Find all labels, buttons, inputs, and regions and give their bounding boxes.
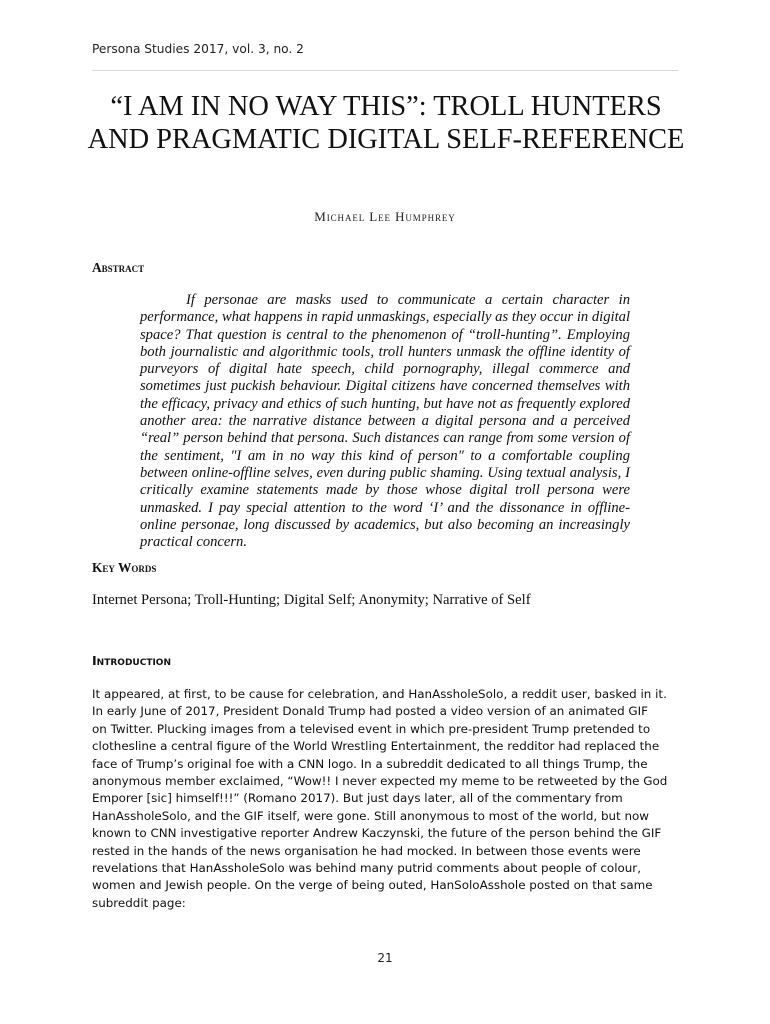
introduction-line: In early June of 2017, President Donald Trump had posted a video version of an animated GIF: [92, 704, 648, 719]
page-number: 21: [377, 951, 393, 965]
introduction-line: face of Trump’s original foe with a CNN logo. In a subreddit dedicated to all things Trump, the: [92, 756, 648, 771]
keywords-heading: Key Words: [92, 560, 157, 575]
introduction-paragraph: [92, 686, 680, 912]
abstract-text: If personae are masks used to communicate a certain character in performance, what happens in rapid unmaskings, especially as they occur in digital space? That question is central to the phenomenon of “troll-hunting”. Employing both journalistic and algorithmic tools, troll hunters unmask the offline identity of purveyors of digital hate speech, child pornography, illegal commerce and sometimes just puckish behaviour. Digital citizens have concerned themselves with the efficacy, privacy and ethics of such hunting, but have not as frequently explored another area: the narrative distance between a digital persona and a perceived “real” person behind that persona. Such distances can range from some version of the sentiment, "I am in no way this kind of person" to a comfortable coupling between online-offline selves, even during public shaming. Using textual analysis, I critically examine statements made by those whose digital troll persona were unmasked. I pay special attention to the word ‘I’ and the dissonance in offline-online personae, long discussed by academics, but also becoming an increasingly practical concern.: [140, 292, 630, 551]
introduction-line: revelations that HanAssholeSolo was behind many putrid comments about people of colour,: [92, 861, 641, 876]
running-head: Persona Studies 2017, vol. 3, no. 2: [92, 42, 304, 56]
introduction-line: rested in the hands of the news organisation he had mocked. In between those events were: [92, 843, 641, 858]
introduction-line: HanAssholeSolo, and the GIF itself, were gone. Still anonymous to most of the world, but now: [92, 808, 650, 823]
abstract-heading: Abstract: [92, 260, 145, 275]
header-rule: [92, 70, 678, 71]
introduction-heading: Introduction: [92, 653, 171, 668]
introduction-line: anonymous member exclaimed, “Wow!! I never expected my meme to be retweeted by the God: [92, 774, 668, 789]
introduction-line: clothesline a central figure of the World Wrestling Entertainment, the redditor had replaced the: [92, 739, 660, 754]
introduction-line: women and Jewish people. On the verge of being outed, HanSoloAsshole posted on that same: [92, 878, 653, 893]
article-title: “I AM IN NO WAY THIS”: TROLL HUNTERS AND PRAGMATIC DIGITAL SELF-REFERENCE: [87, 91, 685, 155]
introduction-line: Emporer [sic] himself!!!” (Romano 2017). But just days later, all of the commentary from: [92, 791, 623, 806]
introduction-line: It appeared, at first, to be cause for celebration, and HanAssholeSolo, a reddit user, basked in it.: [92, 687, 667, 701]
introduction-line: subreddit page:: [92, 895, 186, 910]
author-name: Michael Lee Humphrey: [314, 209, 456, 224]
introduction-line: known to CNN investigative reporter Andrew Kaczynski, the future of the person behind the GIF: [92, 826, 662, 841]
introduction-line: on Twitter. Plucking images from a televised event in which pre-president Trump pretended to: [92, 721, 651, 736]
keywords-text: Internet Persona; Troll-Hunting; Digital Self; Anonymity; Narrative of Self: [92, 592, 531, 608]
